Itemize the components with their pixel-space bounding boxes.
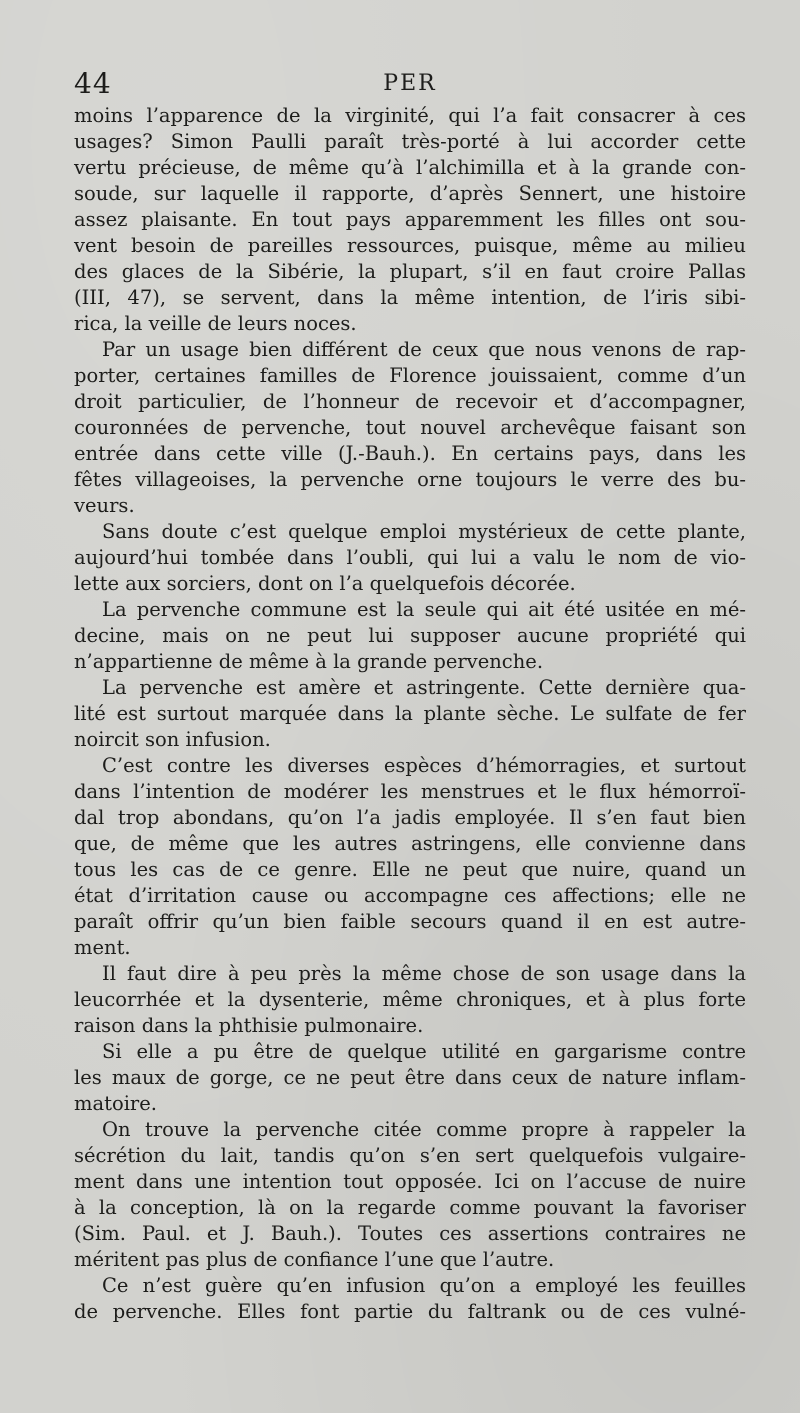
page-number: 44	[74, 67, 112, 100]
text-line: que, de même que les autres astringens, elle convienne dans	[74, 832, 746, 855]
paragraph-first-line: Sans doute c’est quelque emploi mystérieux de cette plante,	[102, 520, 746, 543]
paragraph-end-line: veurs.	[74, 494, 135, 517]
text-line: assez plaisante. En tout pays apparemment les filles ont sou-	[74, 208, 746, 231]
paragraph-end-line: n’appartienne de même à la grande pervenche.	[74, 650, 544, 673]
text-line: soude, sur laquelle il rapporte, d’après Sennert, une histoire	[74, 182, 746, 205]
text-line: vent besoin de pareilles ressources, puisque, même au milieu	[74, 234, 746, 257]
paragraph-first-line: Il faut dire à peu près la même chose de son usage dans la	[102, 962, 746, 985]
running-head: PER	[383, 71, 437, 96]
text-line: dal trop abondans, qu’on l’a jadis employée. Il s’en faut bien	[74, 806, 746, 829]
text-line: des glaces de la Sibérie, la plupart, s’il en faut croire Pallas	[74, 260, 746, 283]
text-line: paraît offrir qu’un bien faible secours quand il en est autre-	[74, 910, 746, 933]
paragraph-end-line: noircit son infusion.	[74, 728, 271, 751]
text-line: couronnées de pervenche, tout nouvel archevêque faisant son	[74, 416, 746, 439]
paragraph-first-line: Ce n’est guère qu’en infusion qu’on a employé les feuilles	[102, 1274, 746, 1297]
paragraph-end-line: raison dans la phthisie pulmonaire.	[74, 1014, 424, 1037]
body-text	[74, 103, 746, 1325]
paragraph-end-line: lette aux sorciers, dont on l’a quelquefois décorée.	[74, 572, 576, 595]
paragraph-end-line: ment.	[74, 936, 131, 959]
text-line: decine, mais on ne peut lui supposer aucune propriété qui	[74, 624, 746, 647]
text-line: usages? Simon Paulli paraît très-porté à lui accorder cette	[74, 130, 746, 153]
paragraph-end-line: rica, la veille de leurs noces.	[74, 312, 357, 335]
text-line: porter, certaines familles de Florence jouissaient, comme d’un	[74, 364, 746, 387]
paragraph-end-line: matoire.	[74, 1092, 157, 1115]
text-line: vertu précieuse, de même qu’à l’alchimilla et à la grande con-	[74, 156, 746, 179]
text-line: (Sim. Paul. et J. Bauh.). Toutes ces assertions contraires ne	[74, 1222, 746, 1245]
paragraph-first-line: Par un usage bien différent de ceux que nous venons de rap-	[102, 338, 746, 361]
text-line: de pervenche. Elles font partie du faltrank ou de ces vulné-	[74, 1300, 746, 1323]
text-line: tous les cas de ce genre. Elle ne peut que nuire, quand un	[74, 858, 746, 881]
text-line: à la conception, là on la regarde comme pouvant la favoriser	[74, 1196, 746, 1219]
paragraph-first-line: La pervenche est amère et astringente. Cette dernière qua-	[102, 676, 746, 699]
paragraph-first-line: C’est contre les diverses espèces d’hémorragies, et surtout	[102, 754, 746, 777]
text-line: aujourd’hui tombée dans l’oubli, qui lui a valu le nom de vio-	[74, 546, 746, 569]
text-line: fêtes villageoises, la pervenche orne toujours le verre des bu-	[74, 468, 746, 491]
text-line: droit particulier, de l’honneur de recevoir et d’accompagner,	[74, 390, 746, 413]
paragraph-first-line: La pervenche commune est la seule qui ait été usitée en mé-	[102, 598, 746, 621]
text-line: entrée dans cette ville (J.-Bauh.). En certains pays, dans les	[74, 442, 746, 465]
text-line: sécrétion du lait, tandis qu’on s’en sert quelquefois vulgaire-	[74, 1144, 746, 1167]
text-line: dans l’intention de modérer les menstrues et le flux hémorroï-	[74, 780, 746, 803]
text-line: état d’irritation cause ou accompagne ces affections; elle ne	[74, 884, 746, 907]
text-line: les maux de gorge, ce ne peut être dans ceux de nature inflam-	[74, 1066, 746, 1089]
page-header	[74, 64, 746, 104]
paragraph-first-line: On trouve la pervenche citée comme propre à rappeler la	[102, 1118, 746, 1141]
paragraph-end-line: méritent pas plus de confiance l’une que l’autre.	[74, 1248, 555, 1271]
text-line: lité est surtout marquée dans la plante sèche. Le sulfate de fer	[74, 702, 746, 725]
text-line: leucorrhée et la dysenterie, même chroniques, et à plus forte	[74, 988, 746, 1011]
paragraph-first-line: Si elle a pu être de quelque utilité en gargarisme contre	[102, 1040, 746, 1063]
text-line: moins l’apparence de la virginité, qui l’a fait consacrer à ces	[74, 104, 746, 127]
text-line: (III, 47), se servent, dans la même intention, de l’iris sibi-	[74, 286, 746, 309]
text-line: ment dans une intention tout opposée. Ici on l’accuse de nuire	[74, 1170, 746, 1193]
